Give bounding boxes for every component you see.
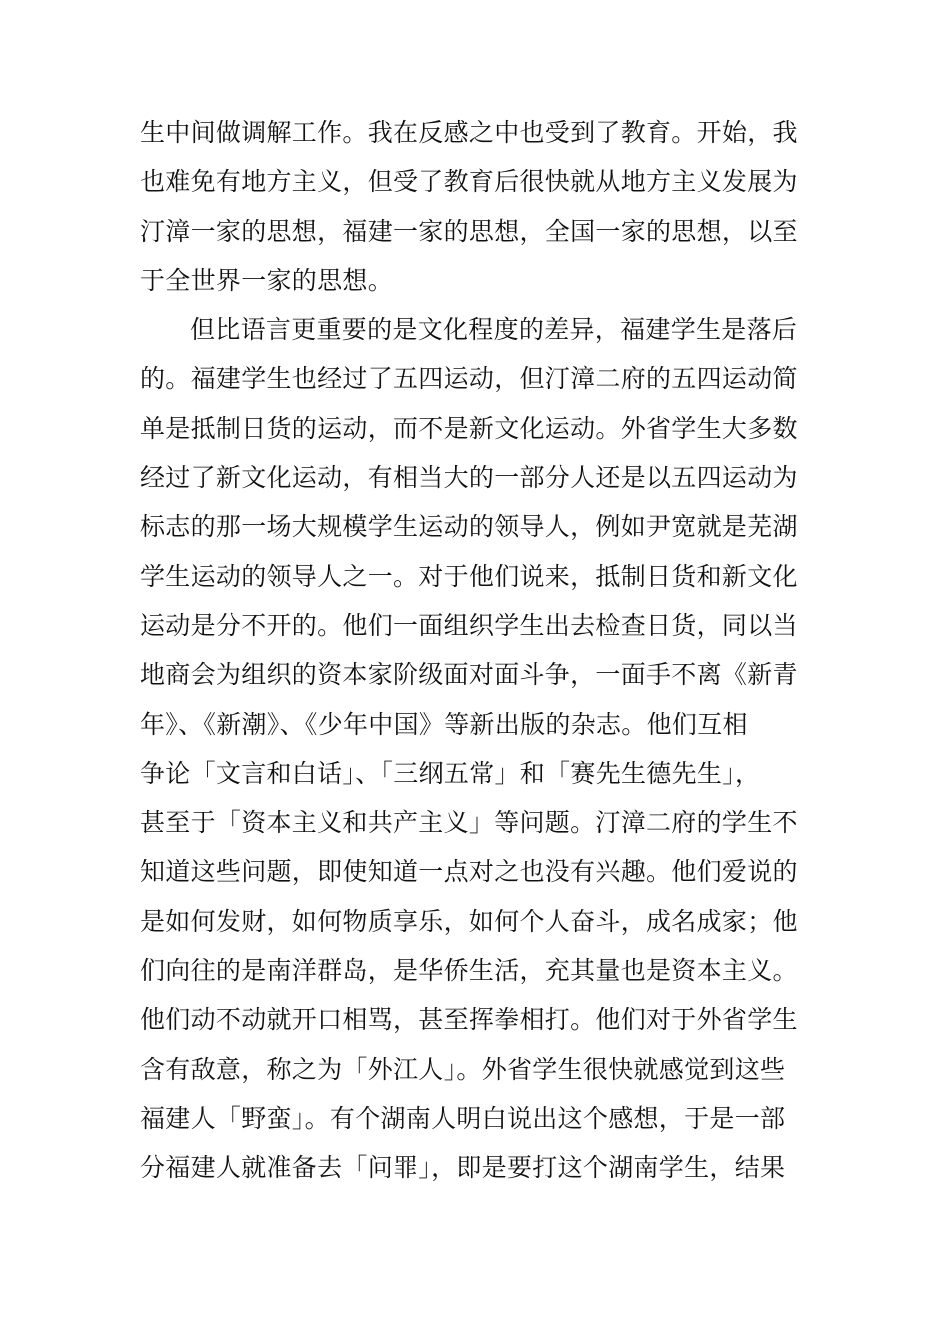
text-line: 汀漳一家的思想，福建一家的思想，全国一家的思想，以至: [140, 216, 798, 246]
text-line: 甚至于「资本主义和共产主义」等问题。汀漳二府的学生不: [140, 808, 798, 838]
text-line: 福建人「野蛮」。有个湖南人明白说出这个感想，于是一部: [140, 1103, 786, 1133]
text-line: 学生运动的领导人之一。对于他们说来，抵制日货和新文化: [140, 561, 798, 591]
text-line: 经过了新文化运动，有相当大的一部分人还是以五四运动为: [140, 463, 798, 493]
text-line: 分福建人就准备去「问罪」，即是要打这个湖南学生，结果: [140, 1153, 786, 1183]
text-line: 是如何发财，如何物质享乐，如何个人奋斗，成名成家；他: [140, 906, 798, 936]
text-line: 年》、《新潮》、《少年中国》等新出版的杂志。他们互相: [140, 709, 748, 739]
text-line: 地商会为组织的资本家阶级面对面斗争，一面手不离《新青: [140, 660, 798, 690]
paragraph-1: [140, 108, 824, 305]
paragraph-2: [140, 305, 824, 1192]
text-line: 们向往的是南洋群岛，是华侨生活，充其量也是资本主义。: [140, 956, 798, 986]
text-line-indented: 但比语言更重要的是文化程度的差异，福建学生是落后: [190, 315, 798, 345]
text-line: 标志的那一场大规模学生运动的领导人，例如尹宽就是芜湖: [140, 512, 798, 542]
text-line: 于全世界一家的思想。: [140, 265, 394, 295]
document-page: [140, 108, 824, 1193]
text-line: 生中间做调解工作。我在反感之中也受到了教育。开始，我: [140, 118, 798, 147]
text-line: 他们动不动就开口相骂，甚至挥拳相打。他们对于外省学生: [140, 1005, 798, 1035]
text-line: 的。福建学生也经过了五四运动，但汀漳二府的五四运动简: [140, 364, 798, 394]
text-line: 运动是分不开的。他们一面组织学生出去检查日货，同以当: [140, 610, 798, 640]
text-line: 知道这些问题，即使知道一点对之也没有兴趣。他们爱说的: [140, 857, 798, 887]
text-line: 也难免有地方主义，但受了教育后很快就从地方主义发展为: [140, 167, 798, 197]
text-line: 争论「文言和白话」、「三纲五常」和「赛先生德先生」，: [140, 758, 761, 788]
text-line: 含有敌意，称之为「外江人」。外省学生很快就感觉到这些: [140, 1054, 786, 1084]
text-line: 单是抵制日货的运动，而不是新文化运动。外省学生大多数: [140, 413, 798, 443]
